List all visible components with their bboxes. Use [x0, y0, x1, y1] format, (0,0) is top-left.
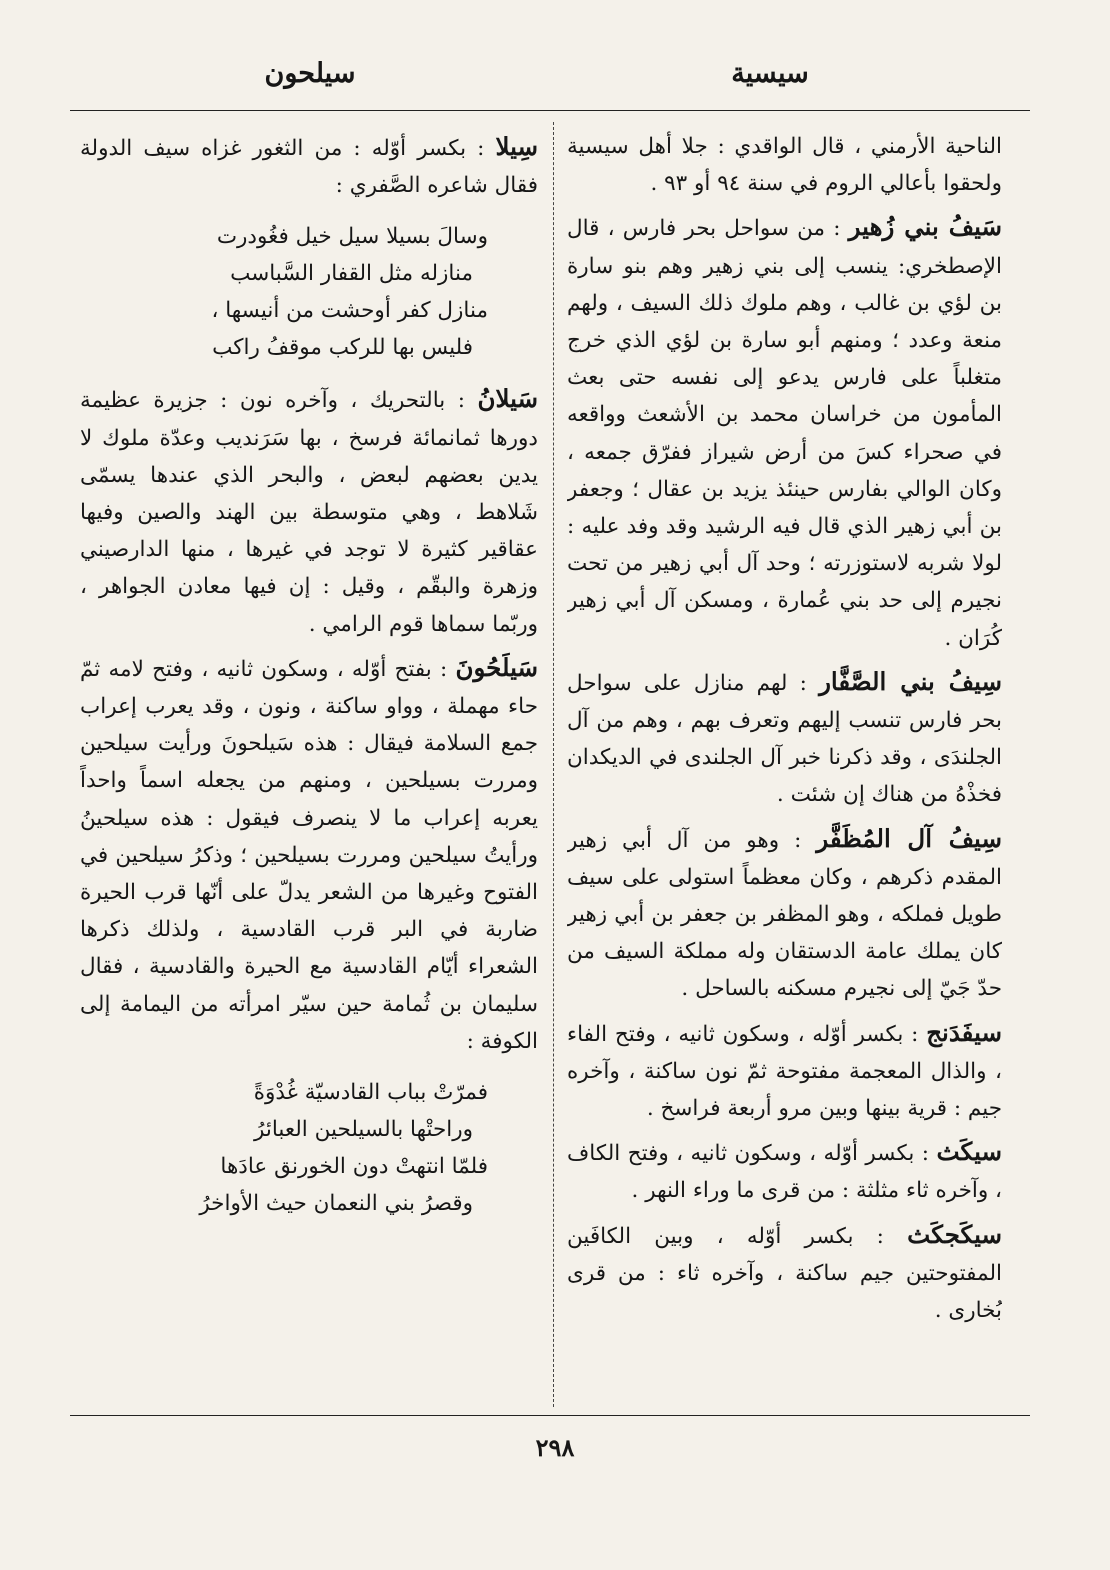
- headword: سِيلا: [495, 132, 538, 161]
- entry-text: : بالتحريك ، وآخره نون : جزيرة عظيمة دورها ثمانمائة فرسخ ، بها سَرَنديب وعدّة ملوك لا يدين بعضهم لبعض ، والبحر الذي عندها يسمّى شَلاهط ، وهي متوسطة بين الهند والصين وفيها عقاقير كثيرة لا توجد في غيرها ، منها الدارصيني وزهرة والبقّم ، وقيل : إن فيها معادن الجواهر ، وربّما سماها قوم الرامي .: [80, 388, 538, 637]
- entry-text: : بفتح أوّله ، وسكون ثانيه ، وفتح لامه ثمّ حاء مهملة ، وواو ساكنة ، ونون ، وقد يعرب إعراب جمع السلامة فيقال : هذه سَيلحونَ ورأيت سيلحين ومررت بسيلحين ، ومنهم من يجعله اسماً واحداً يعربه إعراب ما لا ينصرف فيقول : هذه سيلحينُ ورأيتُ سيلحين ومررت بسيلحين ؛ وذكرُ سيلحين في الفتوح وغيرها من الشعر يدلّ على أنّها قرب الحيرة ضاربة في البر قرب القادسية ، ولذلك ذكرها الشعراء أيّام القادسية مع الحيرة والقادسية ، فقال سليمان بن ثُمامة حين سيّر امرأته من اليمامة إلى الكوفة :: [80, 656, 538, 1054]
- entry-sila: [80, 128, 538, 204]
- verse-line: وراحتْها بالسيلحين العبائرُ: [253, 1117, 473, 1143]
- verse-line: فليس بها للركب موقفُ راكب: [212, 335, 473, 361]
- verse-line: منازله مثل القفار السَّباسب: [230, 261, 473, 287]
- verse-line: منازل كفر أوحشت من أنيسها ،: [211, 298, 488, 324]
- entry-saykath: [567, 1133, 1002, 1209]
- headword: سِيفُ بني الصَّفَّار: [819, 666, 1002, 696]
- entry-sayf-bani-zuhayr: [567, 208, 1002, 656]
- verse-line: فمرّتْ بباب القادسيّة غُدْوَةً: [253, 1080, 488, 1106]
- continued-paragraph: الناحية الأرمني ، قال الواقدي : جلا أهل سيسية ولحقوا بأعالي الروم في سنة ٩٤ أو ٩٣ .: [567, 134, 1002, 197]
- verse-block: [80, 1074, 538, 1222]
- entry-sayfadanj: [567, 1014, 1002, 1128]
- entry-saykajkath: [567, 1216, 1002, 1330]
- headword: سيكَث: [936, 1137, 1002, 1167]
- entry-text: : بكسر أوّله ، وسكون ثانيه ، وفتح الفاء ، والذال المعجمة مفتوحة ثمّ نون ساكنة ، وآخره جيم : قرية بينها وبين مرو أربعة فراسخ .: [567, 1021, 1002, 1122]
- entry-text: : بكسر أوّله ، وسكون ثانيه ، وفتح الكاف ، وآخره ثاء مثلثة : من قرى ما وراء النهر .: [567, 1141, 1002, 1204]
- headword: سَيلَحُونَ: [455, 652, 538, 682]
- running-head-right: سيسية: [731, 58, 809, 89]
- headword: سيكَجكَث: [907, 1219, 1002, 1249]
- headword: سَيفُ بني زُهير: [848, 212, 1002, 242]
- entry-text: : بكسر أوّله ، وبين الكافَين المفتوحتين جيم ساكنة ، وآخره ثاء : من قرى بُخارى .: [567, 1223, 1002, 1324]
- entry-saylan: [80, 380, 538, 642]
- entry-text: : لهم منازل على سواحل بحر فارس تنسب إليهم وتعرف بهم ، وهم من آل الجلندَى ، وقد ذكرنا خبر آل الجلندى في الديكدان فخذْهُ من هناك إن شئت .: [567, 670, 1002, 808]
- running-head-left: سيلحون: [264, 58, 356, 89]
- entry-saylahun: [80, 649, 538, 1060]
- headword: سِيفُ آل المُظَفَّر: [816, 823, 1002, 853]
- entry-text: : وهو من آل أبي زهير المقدم ذكرهم ، وكان معظماً استولى على سيف طويل فملكه ، وهو المظفر بن جعفر بن أبي زهير كان يملك عامة الدستقان وله مملكة السيف من حدّ جَيّ إلى نجيرم مسكنه بالساحل .: [567, 827, 1002, 1002]
- entry-sayf-al-muzaffar: [567, 820, 1002, 1008]
- entry-sayf-bani-saffar: [567, 663, 1002, 814]
- verse-line: وسالَ بسيلا سيل خيل فغُودرت: [216, 224, 488, 250]
- headword: سيفَدَنج: [926, 1017, 1002, 1047]
- header-rule: [70, 110, 1030, 111]
- verse-line: فلمّا انتهتْ دون الخورنق عادَها: [220, 1154, 488, 1180]
- headword: سَيلانُ: [477, 384, 538, 414]
- column-divider: [553, 122, 554, 1407]
- verse-line: وقصرُ بني النعمان حيث الأواخرُ: [199, 1191, 473, 1217]
- entry-text: : بكسر أوّله : من الثغور غزاه سيف الدولة فقال شاعره الصَّفري :: [80, 136, 538, 199]
- footer-rule: [70, 1415, 1030, 1416]
- verse-block: [80, 218, 538, 366]
- right-column: [567, 128, 1002, 1408]
- left-column: [80, 128, 538, 1408]
- page-number: ٢٩٨: [535, 1433, 575, 1462]
- entry-text: : من سواحل بحر فارس ، قال الإصطخري: ينسب إلى بني زهير وهم بنو سارة بن لؤي بن غالب ، وهم ملوك ذلك السيف ، ولهم منعة وعدد ؛ ومنهم أبو سارة بن لؤي الذي خرج متغلباً على فارس يدعو إلى نفسه حتى بعث المأمون من خراسان محمد بن الأشعث وواقعه في صحراء كسَ من أرض شيراز ففرّق جمعه ، وكان الوالي بفارس حينئذ يزيد بن عقال ؛ وجعفر بن أبي زهير الذي قال فيه الرشيد وقد وفد عليه : لولا شربه لاستوزرته ؛ وحد آل أبي زهير من تحت نجيرم إلى حد بني عُمارة ، ومسكن آل أبي زهير كُرَان .: [567, 216, 1002, 651]
